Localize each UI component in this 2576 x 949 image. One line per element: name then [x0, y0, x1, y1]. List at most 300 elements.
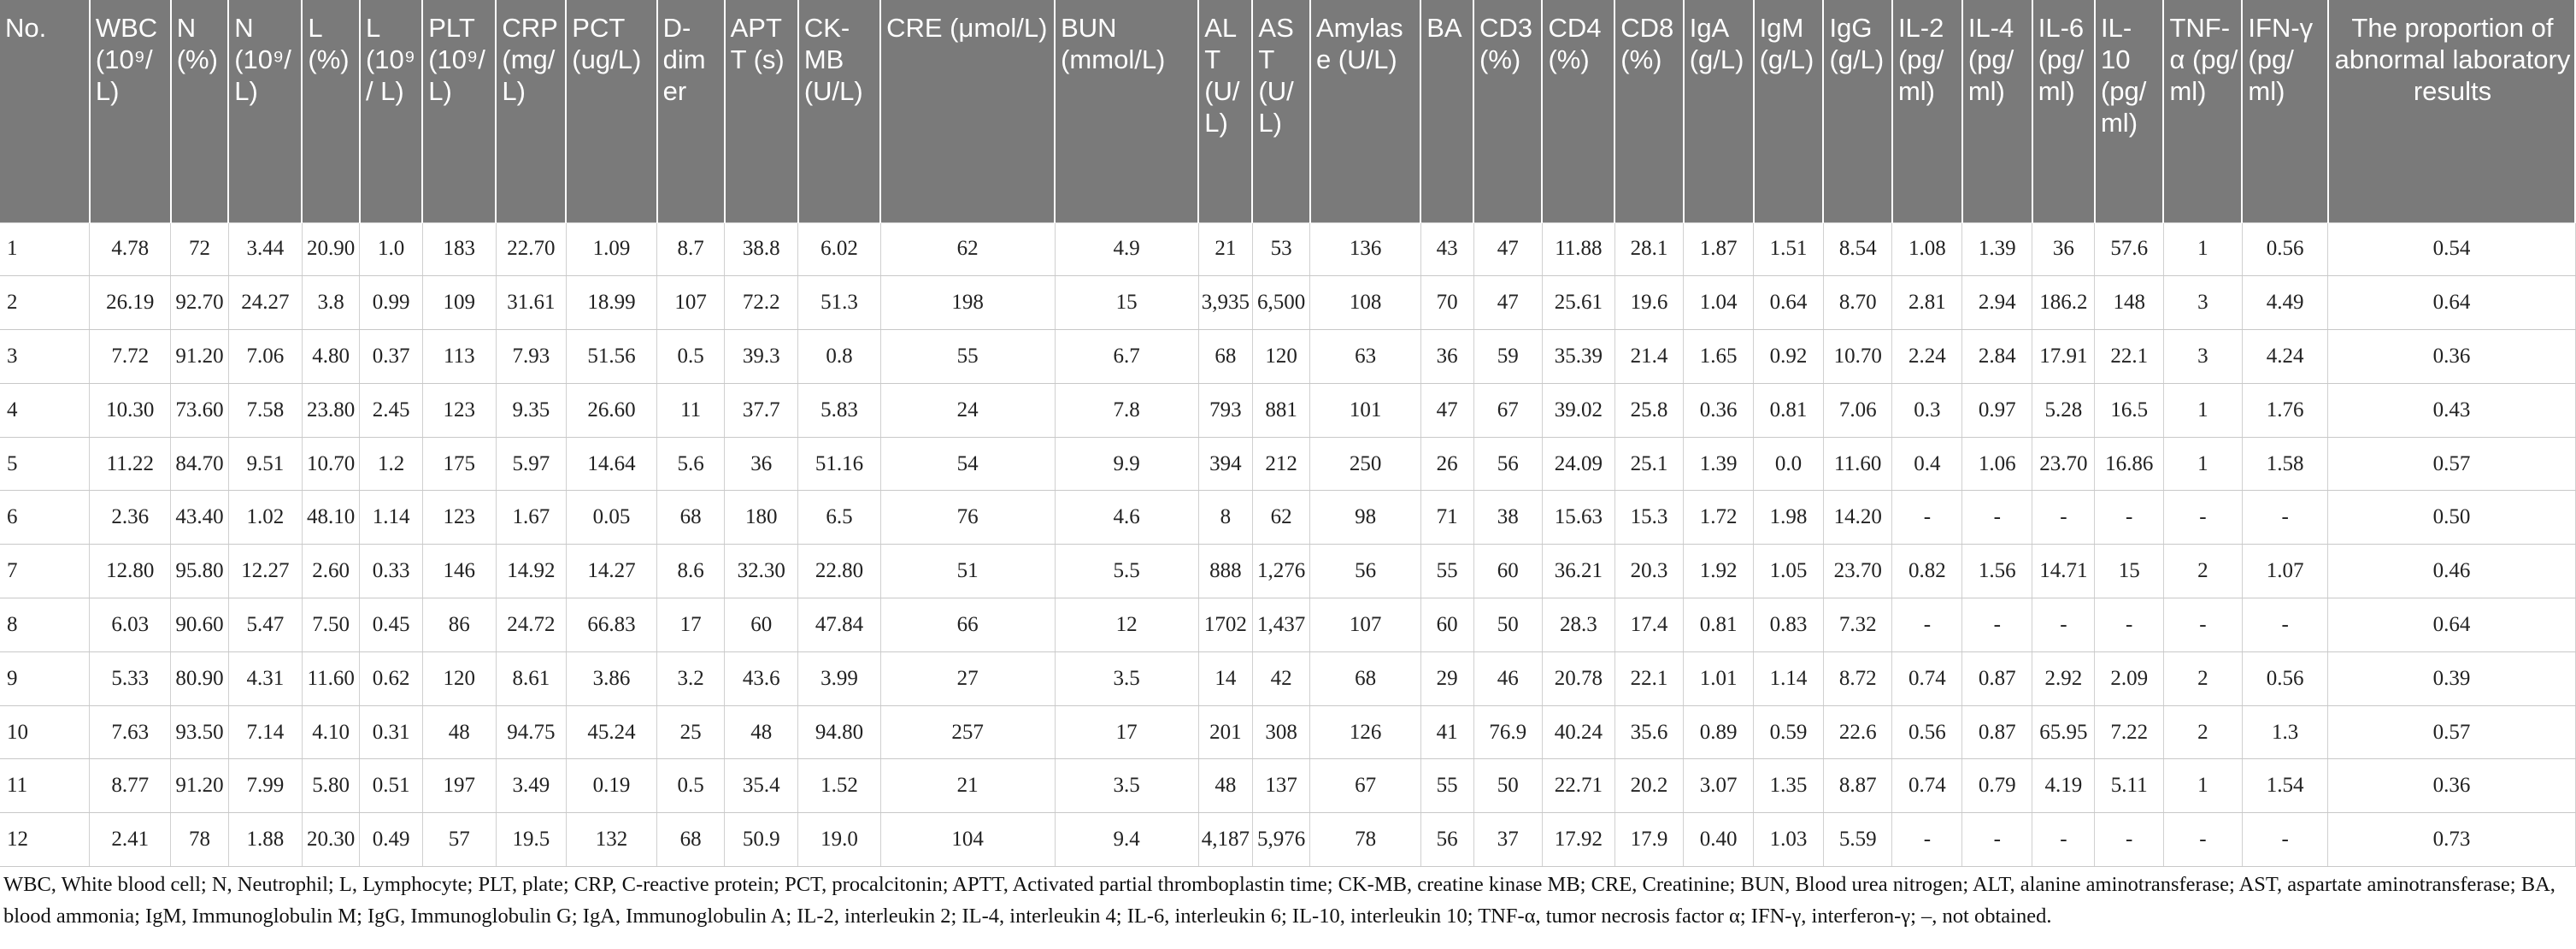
cell-igg: 23.70 — [1823, 545, 1891, 598]
cell-ifn: - — [2242, 813, 2328, 867]
cell-bun: 17 — [1055, 705, 1198, 759]
cell-il2: 0.56 — [1892, 705, 1962, 759]
column-header-igg: IgG (g/L) — [1823, 0, 1891, 222]
cell-prop: 0.46 — [2328, 545, 2575, 598]
cell-n_pct: 90.60 — [171, 598, 229, 652]
cell-igm: 1.98 — [1754, 491, 1824, 545]
cell-l_abs: 0.33 — [360, 545, 422, 598]
cell-tnf: 3 — [2163, 330, 2242, 384]
cell-bun: 6.7 — [1055, 330, 1198, 384]
cell-igm: 0.59 — [1754, 705, 1824, 759]
cell-n_pct: 91.20 — [171, 759, 229, 813]
cell-iga: 1.04 — [1684, 276, 1754, 330]
cell-amylase: 136 — [1310, 222, 1420, 276]
cell-wbc: 2.36 — [90, 491, 171, 545]
cell-wbc: 10.30 — [90, 383, 171, 437]
cell-igg: 5.59 — [1823, 813, 1891, 867]
cell-no: 11 — [0, 759, 90, 813]
cell-igm: 0.83 — [1754, 598, 1824, 652]
cell-ba: 55 — [1420, 545, 1473, 598]
cell-iga: 1.72 — [1684, 491, 1754, 545]
cell-plt: 48 — [422, 705, 496, 759]
cell-ba: 36 — [1420, 330, 1473, 384]
cell-pct: 0.05 — [566, 491, 656, 545]
cell-ckmb: 3.99 — [798, 651, 880, 705]
cell-ifn: 1.76 — [2242, 383, 2328, 437]
cell-prop: 0.54 — [2328, 222, 2575, 276]
cell-ba: 26 — [1420, 437, 1473, 491]
cell-amylase: 108 — [1310, 276, 1420, 330]
cell-tnf: 1 — [2163, 437, 2242, 491]
cell-l_abs: 1.2 — [360, 437, 422, 491]
cell-n_abs: 3.44 — [228, 222, 302, 276]
cell-ckmb: 19.0 — [798, 813, 880, 867]
table-row — [0, 222, 2575, 276]
cell-l_pct: 7.50 — [302, 598, 360, 652]
cell-il2: 0.82 — [1892, 545, 1962, 598]
cell-plt: 123 — [422, 383, 496, 437]
cell-l_pct: 20.30 — [302, 813, 360, 867]
cell-igg: 10.70 — [1823, 330, 1891, 384]
cell-iga: 0.89 — [1684, 705, 1754, 759]
cell-il4: 2.94 — [1962, 276, 2032, 330]
cell-igg: 7.06 — [1823, 383, 1891, 437]
cell-n_abs: 7.06 — [228, 330, 302, 384]
cell-bun: 7.8 — [1055, 383, 1198, 437]
cell-crp: 1.67 — [496, 491, 566, 545]
cell-il10: 2.09 — [2095, 651, 2163, 705]
cell-alt: 888 — [1198, 545, 1252, 598]
cell-plt: 175 — [422, 437, 496, 491]
cell-alt: 68 — [1198, 330, 1252, 384]
cell-n_pct: 95.80 — [171, 545, 229, 598]
cell-cre: 51 — [880, 545, 1055, 598]
cell-crp: 94.75 — [496, 705, 566, 759]
cell-bun: 15 — [1055, 276, 1198, 330]
cell-il2: 0.74 — [1892, 651, 1962, 705]
cell-plt: 57 — [422, 813, 496, 867]
column-header-l_abs: L (10⁹/ L) — [360, 0, 422, 222]
cell-ba: 71 — [1420, 491, 1473, 545]
cell-amylase: 250 — [1310, 437, 1420, 491]
cell-il4: - — [1962, 598, 2032, 652]
cell-n_pct: 78 — [171, 813, 229, 867]
cell-il10: 7.22 — [2095, 705, 2163, 759]
column-header-cre: CRE (μmol/L) — [880, 0, 1055, 222]
cell-aptt: 60 — [725, 598, 798, 652]
cell-igg: 14.20 — [1823, 491, 1891, 545]
cell-aptt: 180 — [725, 491, 798, 545]
column-header-bun: BUN (mmol/L) — [1055, 0, 1198, 222]
cell-cd8: 15.3 — [1614, 491, 1683, 545]
cell-il10: 148 — [2095, 276, 2163, 330]
cell-crp: 31.61 — [496, 276, 566, 330]
cell-l_pct: 4.80 — [302, 330, 360, 384]
cell-cd3: 47 — [1473, 276, 1542, 330]
cell-il4: 1.39 — [1962, 222, 2032, 276]
cell-wbc: 2.41 — [90, 813, 171, 867]
cell-alt: 394 — [1198, 437, 1252, 491]
table-row — [0, 383, 2575, 437]
cell-l_pct: 10.70 — [302, 437, 360, 491]
cell-il2: 1.08 — [1892, 222, 1962, 276]
cell-ifn: 1.3 — [2242, 705, 2328, 759]
cell-prop: 0.36 — [2328, 330, 2575, 384]
cell-il10: 16.5 — [2095, 383, 2163, 437]
cell-l_pct: 5.80 — [302, 759, 360, 813]
cell-ddimer: 107 — [657, 276, 725, 330]
cell-ifn: 4.49 — [2242, 276, 2328, 330]
cell-il2: 0.74 — [1892, 759, 1962, 813]
cell-il2: - — [1892, 813, 1962, 867]
cell-ifn: 0.56 — [2242, 651, 2328, 705]
cell-l_pct: 2.60 — [302, 545, 360, 598]
cell-ddimer: 0.5 — [657, 330, 725, 384]
table-row — [0, 276, 2575, 330]
cell-ddimer: 68 — [657, 491, 725, 545]
cell-ckmb: 5.83 — [798, 383, 880, 437]
cell-cd3: 50 — [1473, 759, 1542, 813]
cell-n_abs: 12.27 — [228, 545, 302, 598]
cell-iga: 1.92 — [1684, 545, 1754, 598]
cell-l_abs: 0.51 — [360, 759, 422, 813]
cell-alt: 8 — [1198, 491, 1252, 545]
cell-ifn: - — [2242, 598, 2328, 652]
cell-tnf: - — [2163, 598, 2242, 652]
cell-aptt: 48 — [725, 705, 798, 759]
cell-ba: 41 — [1420, 705, 1473, 759]
cell-ddimer: 3.2 — [657, 651, 725, 705]
cell-n_abs: 1.88 — [228, 813, 302, 867]
cell-cd8: 17.9 — [1614, 813, 1683, 867]
cell-l_pct: 3.8 — [302, 276, 360, 330]
cell-iga: 0.81 — [1684, 598, 1754, 652]
cell-il4: 1.06 — [1962, 437, 2032, 491]
header-row — [0, 0, 2575, 222]
cell-plt: 197 — [422, 759, 496, 813]
cell-tnf: 1 — [2163, 383, 2242, 437]
cell-no: 4 — [0, 383, 90, 437]
cell-ast: 42 — [1252, 651, 1310, 705]
cell-n_abs: 7.99 — [228, 759, 302, 813]
cell-prop: 0.64 — [2328, 598, 2575, 652]
column-header-ast: AST (U/ L) — [1252, 0, 1310, 222]
cell-ifn: - — [2242, 491, 2328, 545]
cell-ddimer: 0.5 — [657, 759, 725, 813]
cell-cd4: 17.92 — [1542, 813, 1614, 867]
cell-wbc: 11.22 — [90, 437, 171, 491]
cell-il4: 0.97 — [1962, 383, 2032, 437]
cell-iga: 1.87 — [1684, 222, 1754, 276]
column-header-cd3: CD3 (%) — [1473, 0, 1542, 222]
cell-crp: 3.49 — [496, 759, 566, 813]
cell-il4: 0.79 — [1962, 759, 2032, 813]
cell-amylase: 101 — [1310, 383, 1420, 437]
column-header-ddimer: D- dimer — [657, 0, 725, 222]
table-row — [0, 437, 2575, 491]
cell-pct: 18.99 — [566, 276, 656, 330]
cell-ba: 56 — [1420, 813, 1473, 867]
cell-prop: 0.57 — [2328, 705, 2575, 759]
cell-crp: 8.61 — [496, 651, 566, 705]
cell-igm: 0.0 — [1754, 437, 1824, 491]
cell-igg: 8.72 — [1823, 651, 1891, 705]
cell-iga: 1.65 — [1684, 330, 1754, 384]
column-header-no: No. — [0, 0, 90, 222]
cell-iga: 0.36 — [1684, 383, 1754, 437]
cell-no: 2 — [0, 276, 90, 330]
column-header-il6: IL-6 (pg/ ml) — [2032, 0, 2095, 222]
cell-l_abs: 0.49 — [360, 813, 422, 867]
cell-ckmb: 22.80 — [798, 545, 880, 598]
column-header-prop: The proportion of abnormal laboratory results — [2328, 0, 2575, 222]
cell-ast: 308 — [1252, 705, 1310, 759]
cell-cd4: 36.21 — [1542, 545, 1614, 598]
cell-ba: 70 — [1420, 276, 1473, 330]
cell-amylase: 107 — [1310, 598, 1420, 652]
cell-n_pct: 72 — [171, 222, 229, 276]
cell-alt: 3,935 — [1198, 276, 1252, 330]
cell-ddimer: 11 — [657, 383, 725, 437]
cell-cre: 27 — [880, 651, 1055, 705]
cell-pct: 51.56 — [566, 330, 656, 384]
cell-alt: 21 — [1198, 222, 1252, 276]
cell-ast: 6,500 — [1252, 276, 1310, 330]
cell-cd3: 76.9 — [1473, 705, 1542, 759]
cell-cd4: 40.24 — [1542, 705, 1614, 759]
cell-cd3: 47 — [1473, 222, 1542, 276]
column-header-aptt: APTT (s) — [725, 0, 798, 222]
cell-il10: 5.11 — [2095, 759, 2163, 813]
cell-amylase: 78 — [1310, 813, 1420, 867]
cell-aptt: 38.8 — [725, 222, 798, 276]
cell-cre: 104 — [880, 813, 1055, 867]
cell-cd8: 19.6 — [1614, 276, 1683, 330]
cell-bun: 9.9 — [1055, 437, 1198, 491]
cell-crp: 22.70 — [496, 222, 566, 276]
cell-alt: 1702 — [1198, 598, 1252, 652]
cell-ast: 120 — [1252, 330, 1310, 384]
cell-crp: 7.93 — [496, 330, 566, 384]
cell-wbc: 6.03 — [90, 598, 171, 652]
cell-prop: 0.36 — [2328, 759, 2575, 813]
cell-ddimer: 8.6 — [657, 545, 725, 598]
cell-cre: 24 — [880, 383, 1055, 437]
cell-il4: - — [1962, 813, 2032, 867]
column-header-ifn: IFN-γ (pg/ ml) — [2242, 0, 2328, 222]
cell-n_abs: 5.47 — [228, 598, 302, 652]
table-row — [0, 759, 2575, 813]
cell-tnf: 1 — [2163, 759, 2242, 813]
cell-iga: 1.01 — [1684, 651, 1754, 705]
cell-ckmb: 0.8 — [798, 330, 880, 384]
cell-il10: - — [2095, 598, 2163, 652]
cell-crp: 14.92 — [496, 545, 566, 598]
cell-ast: 137 — [1252, 759, 1310, 813]
cell-il4: 2.84 — [1962, 330, 2032, 384]
cell-cre: 257 — [880, 705, 1055, 759]
cell-cd8: 20.2 — [1614, 759, 1683, 813]
cell-il2: 0.4 — [1892, 437, 1962, 491]
column-header-tnf: TNF-α (pg/ ml) — [2163, 0, 2242, 222]
cell-amylase: 63 — [1310, 330, 1420, 384]
cell-ckmb: 1.52 — [798, 759, 880, 813]
table-row — [0, 705, 2575, 759]
cell-il10: 57.6 — [2095, 222, 2163, 276]
cell-cre: 66 — [880, 598, 1055, 652]
column-header-ba: BA — [1420, 0, 1473, 222]
cell-il4: 0.87 — [1962, 651, 2032, 705]
cell-igg: 8.70 — [1823, 276, 1891, 330]
cell-cre: 55 — [880, 330, 1055, 384]
column-header-amylase: Amylase (U/L) — [1310, 0, 1420, 222]
cell-cd3: 56 — [1473, 437, 1542, 491]
cell-wbc: 26.19 — [90, 276, 171, 330]
cell-wbc: 5.33 — [90, 651, 171, 705]
cell-il2: - — [1892, 598, 1962, 652]
cell-ba: 43 — [1420, 222, 1473, 276]
cell-tnf: 1 — [2163, 222, 2242, 276]
table-row — [0, 491, 2575, 545]
cell-cre: 21 — [880, 759, 1055, 813]
cell-wbc: 4.78 — [90, 222, 171, 276]
cell-no: 12 — [0, 813, 90, 867]
cell-cd3: 37 — [1473, 813, 1542, 867]
cell-tnf: 3 — [2163, 276, 2242, 330]
cell-tnf: 2 — [2163, 651, 2242, 705]
cell-cd4: 11.88 — [1542, 222, 1614, 276]
column-header-il2: IL-2 (pg/ ml) — [1892, 0, 1962, 222]
cell-n_abs: 7.58 — [228, 383, 302, 437]
cell-aptt: 72.2 — [725, 276, 798, 330]
cell-ast: 5,976 — [1252, 813, 1310, 867]
cell-il4: - — [1962, 491, 2032, 545]
cell-ba: 55 — [1420, 759, 1473, 813]
cell-aptt: 50.9 — [725, 813, 798, 867]
cell-plt: 109 — [422, 276, 496, 330]
cell-cd4: 28.3 — [1542, 598, 1614, 652]
cell-aptt: 39.3 — [725, 330, 798, 384]
cell-aptt: 35.4 — [725, 759, 798, 813]
cell-wbc: 8.77 — [90, 759, 171, 813]
cell-cd4: 35.39 — [1542, 330, 1614, 384]
cell-il6: 2.92 — [2032, 651, 2095, 705]
cell-ast: 1,437 — [1252, 598, 1310, 652]
cell-l_abs: 1.0 — [360, 222, 422, 276]
cell-ddimer: 68 — [657, 813, 725, 867]
cell-bun: 4.9 — [1055, 222, 1198, 276]
cell-igm: 1.03 — [1754, 813, 1824, 867]
cell-alt: 48 — [1198, 759, 1252, 813]
cell-plt: 113 — [422, 330, 496, 384]
cell-cd3: 59 — [1473, 330, 1542, 384]
cell-il2: 0.3 — [1892, 383, 1962, 437]
cell-igm: 1.35 — [1754, 759, 1824, 813]
cell-n_pct: 43.40 — [171, 491, 229, 545]
cell-il6: - — [2032, 491, 2095, 545]
column-header-igm: IgM (g/L) — [1754, 0, 1824, 222]
cell-plt: 86 — [422, 598, 496, 652]
cell-ckmb: 51.16 — [798, 437, 880, 491]
cell-ast: 53 — [1252, 222, 1310, 276]
cell-l_abs: 2.45 — [360, 383, 422, 437]
cell-igg: 8.87 — [1823, 759, 1891, 813]
cell-alt: 4,187 — [1198, 813, 1252, 867]
cell-cre: 198 — [880, 276, 1055, 330]
cell-igm: 1.51 — [1754, 222, 1824, 276]
cell-cd4: 20.78 — [1542, 651, 1614, 705]
cell-l_abs: 1.14 — [360, 491, 422, 545]
cell-l_abs: 0.45 — [360, 598, 422, 652]
cell-ast: 881 — [1252, 383, 1310, 437]
cell-iga: 0.40 — [1684, 813, 1754, 867]
cell-bun: 4.6 — [1055, 491, 1198, 545]
cell-il6: - — [2032, 813, 2095, 867]
cell-pct: 66.83 — [566, 598, 656, 652]
cell-ddimer: 25 — [657, 705, 725, 759]
cell-cd3: 60 — [1473, 545, 1542, 598]
cell-cd8: 28.1 — [1614, 222, 1683, 276]
cell-cd4: 22.71 — [1542, 759, 1614, 813]
cell-il6: 14.71 — [2032, 545, 2095, 598]
cell-prop: 0.73 — [2328, 813, 2575, 867]
cell-n_pct: 91.20 — [171, 330, 229, 384]
cell-n_pct: 84.70 — [171, 437, 229, 491]
cell-igm: 0.81 — [1754, 383, 1824, 437]
cell-crp: 19.5 — [496, 813, 566, 867]
cell-plt: 120 — [422, 651, 496, 705]
cell-iga: 3.07 — [1684, 759, 1754, 813]
cell-n_pct: 92.70 — [171, 276, 229, 330]
cell-bun: 3.5 — [1055, 651, 1198, 705]
cell-amylase: 56 — [1310, 545, 1420, 598]
cell-cd8: 22.1 — [1614, 651, 1683, 705]
cell-ba: 60 — [1420, 598, 1473, 652]
cell-ddimer: 8.7 — [657, 222, 725, 276]
cell-cd3: 38 — [1473, 491, 1542, 545]
cell-l_pct: 20.90 — [302, 222, 360, 276]
cell-bun: 12 — [1055, 598, 1198, 652]
cell-igg: 11.60 — [1823, 437, 1891, 491]
cell-pct: 26.60 — [566, 383, 656, 437]
cell-il2: 2.81 — [1892, 276, 1962, 330]
cell-ast: 1,276 — [1252, 545, 1310, 598]
cell-ast: 212 — [1252, 437, 1310, 491]
cell-cd3: 50 — [1473, 598, 1542, 652]
cell-cd3: 46 — [1473, 651, 1542, 705]
cell-prop: 0.39 — [2328, 651, 2575, 705]
cell-wbc: 7.63 — [90, 705, 171, 759]
cell-no: 3 — [0, 330, 90, 384]
cell-pct: 14.27 — [566, 545, 656, 598]
cell-cd3: 67 — [1473, 383, 1542, 437]
cell-tnf: - — [2163, 813, 2242, 867]
cell-igm: 1.05 — [1754, 545, 1824, 598]
cell-tnf: - — [2163, 491, 2242, 545]
cell-alt: 793 — [1198, 383, 1252, 437]
cell-il4: 1.56 — [1962, 545, 2032, 598]
cell-crp: 9.35 — [496, 383, 566, 437]
cell-l_pct: 11.60 — [302, 651, 360, 705]
cell-pct: 0.19 — [566, 759, 656, 813]
column-header-cd8: CD8 (%) — [1614, 0, 1683, 222]
cell-alt: 14 — [1198, 651, 1252, 705]
column-header-n_abs: N (10⁹/ L) — [228, 0, 302, 222]
cell-ifn: 1.58 — [2242, 437, 2328, 491]
cell-cd4: 39.02 — [1542, 383, 1614, 437]
cell-aptt: 37.7 — [725, 383, 798, 437]
column-header-il10: IL- 10 (pg/ ml) — [2095, 0, 2163, 222]
